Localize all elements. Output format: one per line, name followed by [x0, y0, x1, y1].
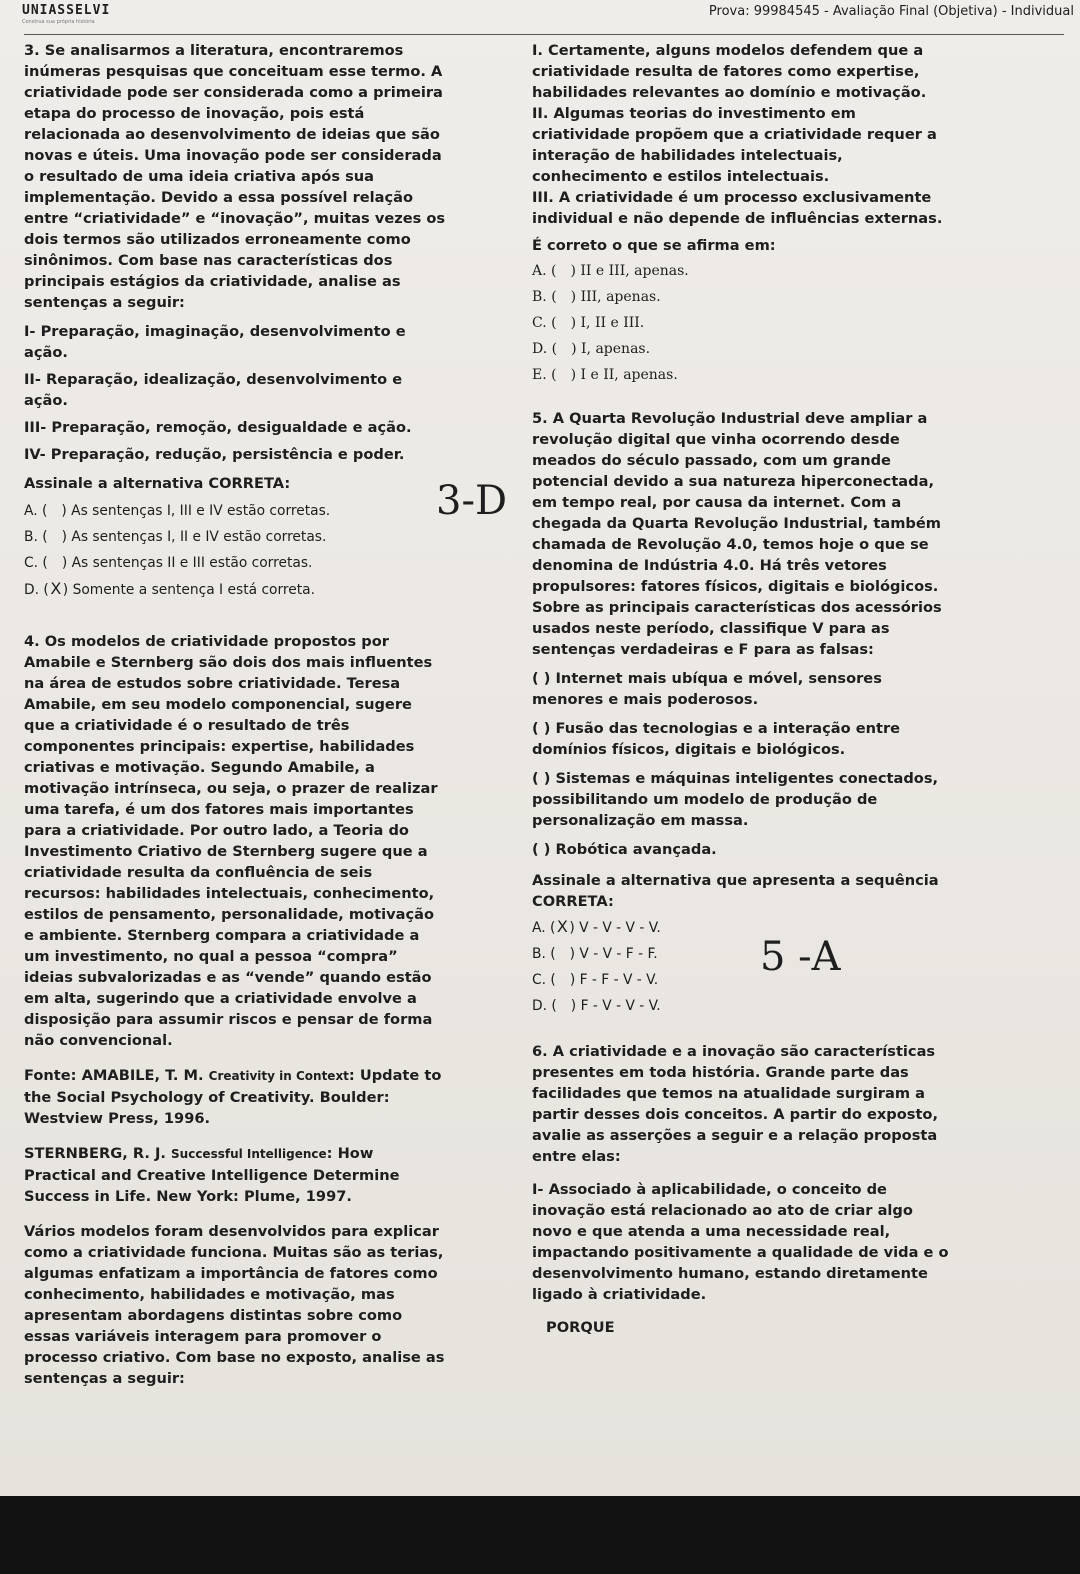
option-b[interactable]: B. ( ) V - V - F - F.: [532, 946, 658, 962]
text-line: não convencional.: [24, 1032, 173, 1049]
text-line: uma tarefa, é um dos fatores mais importantes: [24, 801, 414, 818]
text-line: essas variáveis interagem para promover o: [24, 1328, 382, 1345]
text-line: propulsores: fatores físicos, digitais e biológicos.: [532, 578, 939, 595]
citation-line: the Social Psychology of Creativity. Boulder:: [24, 1089, 390, 1106]
sentence-line: II. Algumas teorias do investimento em: [532, 105, 856, 122]
option-d[interactable]: D. (X ) Somente a sentença I está correta.: [24, 576, 512, 603]
text-line: revolução digital que vinha ocorrendo desde: [532, 431, 900, 448]
text-line: processo criativo. Com base no exposto, analise as: [24, 1349, 445, 1366]
q5-prompt: Assinale a alternativa que apresenta a sequência: [532, 872, 939, 889]
citation-line: STERNBERG, R. J. Successful Intelligence: How: [24, 1145, 374, 1162]
option-c[interactable]: C. ( ) I, II e III.: [532, 315, 645, 331]
sentence-line: ação.: [24, 392, 68, 409]
vf-item: possibilitando um modelo de produção de: [532, 791, 878, 808]
text-line: entre “criatividade” e “inovação”, muitas vezes os: [24, 210, 446, 227]
q4-prompt: É correto o que se afirma em:: [532, 237, 776, 254]
text-line: componentes principais: expertise, habilidades: [24, 738, 415, 755]
option-a[interactable]: A. ( ) As sentenças I, III e IV estão corretas.: [24, 503, 331, 519]
option-mark: X: [556, 917, 568, 936]
vf-item: menores e mais poderosos.: [532, 691, 759, 708]
text-line: chamada de Revolução 4.0, temos hoje o que se: [532, 536, 929, 553]
text-line: Amabile, em seu modelo componencial, sugere: [24, 696, 412, 713]
exam-title: Prova: 99984545 - Avaliação Final (Objetiva) - Individual: [708, 4, 1074, 19]
text-line: recursos: habilidades intelectuais, conhecimento,: [24, 885, 435, 902]
vf-item: ( ) Internet mais ubíqua e móvel, sensores: [532, 670, 882, 687]
text-line: sinônimos. Com base nas características dos: [24, 252, 393, 269]
text-line: dois termos são utilizados erroneamente como: [24, 231, 411, 248]
text-line: presentes em toda história. Grande parte das: [532, 1064, 909, 1081]
text-line: sentenças a seguir:: [24, 294, 185, 311]
option-c[interactable]: C. ( ) F - F - V - V.: [532, 972, 659, 988]
vf-item: ( ) Robótica avançada.: [532, 841, 717, 858]
text-line: relacionada ao desenvolvimento de ideias que são: [24, 126, 440, 143]
text-line: novo e que atenda a uma necessidade real,: [532, 1223, 891, 1240]
sentence-line: criatividade resulta de fatores como expertise,: [532, 63, 920, 80]
text-line: facilidades que temos na atualidade surgiram a: [532, 1085, 925, 1102]
text-line: disposição para assumir riscos e pensar de forma: [24, 1011, 433, 1028]
question-5: [532, 408, 1072, 1019]
q6-assertion: [532, 1179, 1072, 1305]
text-line: ligado à criatividade.: [532, 1286, 707, 1303]
option-a[interactable]: A. ( ) II e III, apenas.: [532, 263, 689, 279]
text-line: na área de estudos sobre criatividade. Teresa: [24, 675, 401, 692]
text-line: Sobre as principais características dos acessórios: [532, 599, 942, 616]
option-d[interactable]: D. ( ) F - V - V - V.: [532, 998, 661, 1014]
sentence-line: III. A criatividade é um processo exclusivamente: [532, 189, 932, 206]
uniasselvi-logo: UNIASSELVI: [22, 3, 111, 18]
text-line: criatividade pode ser considerada como a primeira: [24, 84, 443, 101]
text-line: etapa do processo de inovação, pois está: [24, 105, 365, 122]
q6-intro: [532, 1041, 1072, 1167]
text-line: partir desses dois conceitos. A partir do exposto,: [532, 1106, 938, 1123]
logo-tagline: Construa sua própria história: [22, 19, 95, 25]
q4-options: [532, 258, 1072, 388]
q3-prompt: Assinale a alternativa CORRETA:: [24, 475, 291, 492]
text-line: novas e úteis. Uma inovação pode ser considerada: [24, 147, 442, 164]
text-line: inovação está relacionado ao ato de criar algo: [532, 1202, 913, 1219]
text-line: 3. Se analisarmos a literatura, encontraremos: [24, 42, 404, 59]
option-d[interactable]: D. ( ) I, apenas.: [532, 341, 651, 357]
sentence-line: individual e não depende de influências externas.: [532, 210, 943, 227]
text-line: desenvolvimento humano, estando diretamente: [532, 1265, 928, 1282]
text-line: I- Associado à aplicabilidade, o conceito de: [532, 1181, 887, 1198]
text-line: para a criatividade. Por outro lado, a Teoria do: [24, 822, 409, 839]
text-line: conhecimento, habilidades e motivação, mas: [24, 1286, 395, 1303]
option-e[interactable]: E. ( ) I e II, apenas.: [532, 367, 678, 383]
text-line: motivação intrínseca, ou seja, o prazer de realizar: [24, 780, 438, 797]
left-column: [24, 40, 512, 1389]
citation-line: Practical and Creative Intelligence Determine: [24, 1167, 400, 1184]
option-b[interactable]: B. ( ) As sentenças I, II e IV estão corretas.: [24, 529, 327, 545]
text-line: em alta, sugerindo que a criatividade envolve a: [24, 990, 417, 1007]
text-line: meados do século passado, com um grande: [532, 452, 891, 469]
citation-line: Success in Life. New York: Plume, 1997.: [24, 1188, 352, 1205]
text-line: Investimento Criativo de Sternberg sugere que a: [24, 843, 428, 860]
question-4: [24, 631, 512, 1389]
text-line: sentenças a seguir:: [24, 1370, 185, 1387]
sentence-line: habilidades relevantes ao domínio e motivação.: [532, 84, 927, 101]
vf-item: domínios físicos, digitais e biológicos.: [532, 741, 846, 758]
text-line: criatividade resulta da confluência de seis: [24, 864, 373, 881]
option-c[interactable]: C. ( ) As sentenças II e III estão corretas.: [24, 555, 313, 571]
sentence-line: III- Preparação, remoção, desigualdade e ação.: [24, 419, 412, 436]
right-column: [532, 40, 1072, 1338]
sentence-line: I- Preparação, imaginação, desenvolvimento e: [24, 323, 406, 340]
q4-context: [24, 1221, 512, 1389]
q5-prompt: CORRETA:: [532, 893, 614, 910]
text-line: inúmeras pesquisas que conceituam esse termo. A: [24, 63, 443, 80]
question-6: [532, 1041, 1072, 1338]
text-line: entre elas:: [532, 1148, 621, 1165]
q3-intro: [24, 40, 512, 313]
handwritten-answer-q5: 5 -A: [760, 934, 841, 980]
text-line: apresentam abordagens distintas sobre como: [24, 1307, 403, 1324]
text-line: o resultado de uma ideia criativa após sua: [24, 168, 375, 185]
sentence-line: ação.: [24, 344, 68, 361]
text-line: sentenças verdadeiras e F para as falsas:: [532, 641, 874, 658]
q6-connector: PORQUE: [546, 1319, 615, 1336]
text-line: ideias subvalorizadas e as “vende” quando estão: [24, 969, 432, 986]
text-line: 6. A criatividade e a inovação são características: [532, 1043, 936, 1060]
q5-items: [532, 668, 1072, 860]
text-line: impactando positivamente a qualidade de vida e o: [532, 1244, 949, 1261]
text-line: principais estágios da criatividade, analise as: [24, 273, 401, 290]
sentence-line: conhecimento e estilos intelectuais.: [532, 168, 830, 185]
option-b[interactable]: B. ( ) III, apenas.: [532, 289, 661, 305]
text-line: e ambiente. Sternberg compara a criatividade a: [24, 927, 420, 944]
option-a[interactable]: A. (X ) V - V - V - V.: [532, 914, 1072, 941]
q5-intro: [532, 408, 1072, 660]
text-line: criativas e motivação. Segundo Amabile, a: [24, 759, 375, 776]
vf-item: ( ) Sistemas e máquinas inteligentes conectados,: [532, 770, 939, 787]
q4-intro: [24, 631, 512, 1051]
q4-continued: [532, 40, 1072, 388]
sentence-line: criatividade propõem que a criatividade requer a: [532, 126, 937, 143]
text-line: Amabile e Sternberg são dois dos mais influentes: [24, 654, 433, 671]
citation-line: Fonte: AMABILE, T. M. Creativity in Context: Update to: [24, 1067, 442, 1084]
text-line: 5. A Quarta Revolução Industrial deve ampliar a: [532, 410, 928, 427]
sentence-line: interação de habilidades intelectuais,: [532, 147, 843, 164]
page-header: [0, 0, 1080, 40]
vf-item: personalização em massa.: [532, 812, 749, 829]
text-line: denomina de Indústria 4.0. Há três vetores: [532, 557, 887, 574]
text-line: um investimento, no qual a pessoa “compra”: [24, 948, 398, 965]
option-mark: X: [50, 579, 62, 598]
handwritten-answer-q3: 3-D: [436, 478, 508, 524]
text-line: avalie as asserções a seguir e a relação proposta: [532, 1127, 938, 1144]
text-line: implementação. Devido a essa possível relação: [24, 189, 414, 206]
dark-background-strip: [0, 1496, 1080, 1574]
text-line: em tempo real, por causa da internet. Com a: [532, 494, 902, 511]
text-line: algumas enfatizam a importância de fatores como: [24, 1265, 438, 1282]
text-line: estilos de pensamento, personalidade, motivação: [24, 906, 435, 923]
text-line: como a criatividade funciona. Muitas são as terias,: [24, 1244, 444, 1261]
text-line: usados neste período, classifique V para as: [532, 620, 890, 637]
q4-source-amabile: [24, 1065, 512, 1129]
sentence-line: IV- Preparação, redução, persistência e poder.: [24, 446, 405, 463]
text-line: chegada da Quarta Revolução Industrial, também: [532, 515, 941, 532]
q3-sentences: [24, 321, 512, 465]
sentence-line: I. Certamente, alguns modelos defendem que a: [532, 42, 924, 59]
text-line: potencial devido a sua natureza hiperconectada,: [532, 473, 934, 490]
citation-line: Westview Press, 1996.: [24, 1110, 211, 1127]
header-divider: [24, 34, 1064, 35]
sentence-line: II- Reparação, idealização, desenvolvimento e: [24, 371, 403, 388]
q4-source-sternberg: [24, 1143, 512, 1207]
text-line: Vários modelos foram desenvolvidos para explicar: [24, 1223, 439, 1240]
text-line: que a criatividade é o resultado de três: [24, 717, 350, 734]
text-line: 4. Os modelos de criatividade propostos por: [24, 633, 389, 650]
vf-item: ( ) Fusão das tecnologias e a interação entre: [532, 720, 901, 737]
